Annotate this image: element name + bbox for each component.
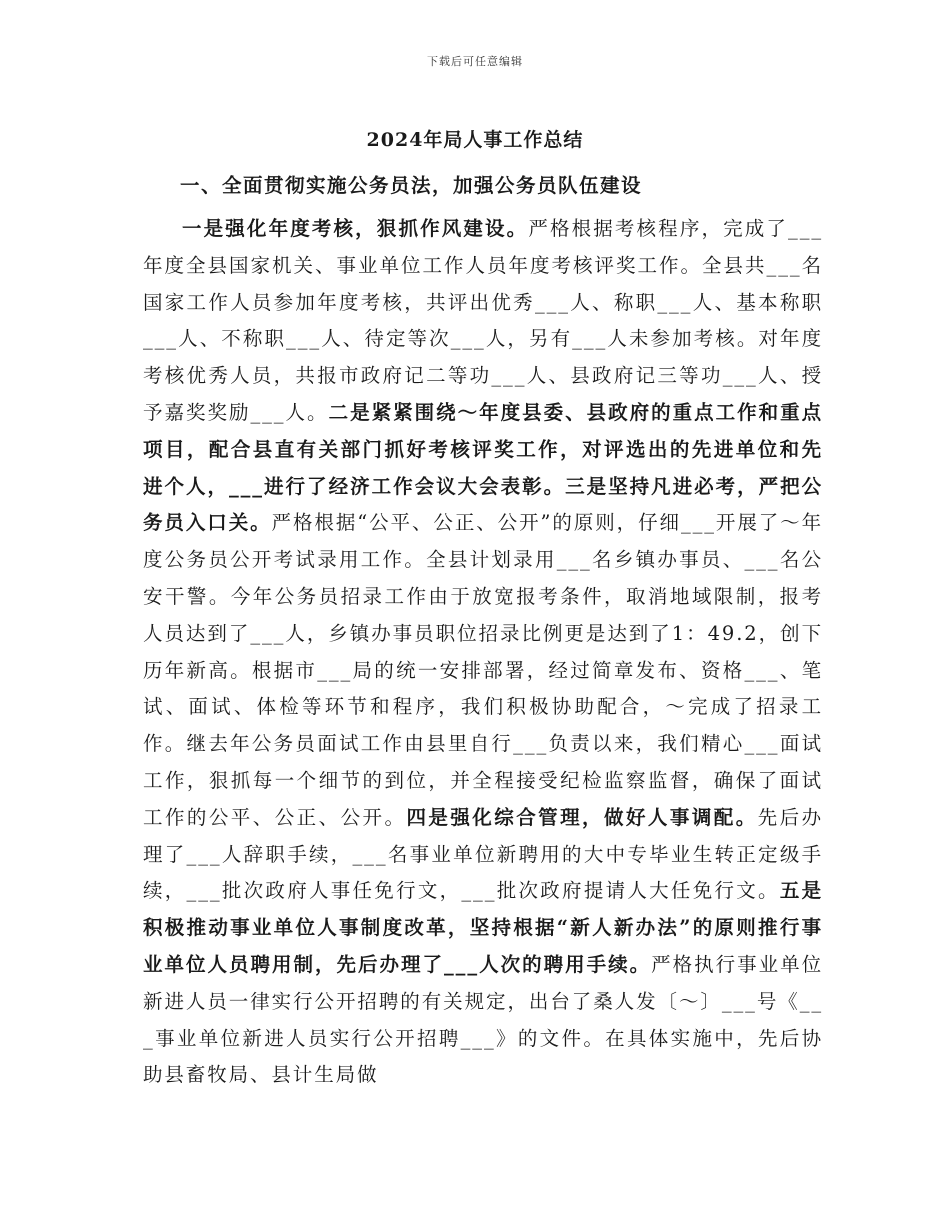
bold-phrase-2: 二是紧紧围绕～年度县委、县政府的重点工作和重点项目，配合县直有关部门抓好考核评奖工作，对评选出的先进单位和先进个人，___进行了经济工作会议大会表彰。三是坚持凡进必考，严把公务员入口关。: [143, 400, 823, 535]
text-run-4: 严格执行事业单位新进人员一律实行公开招聘的有关规定，出台了桑人发〔～〕___号《___事业单位新进人员实行公开招聘___》的文件。在具体实施中，先后协助县畜牧局、县计生局做: [143, 952, 823, 1087]
section-heading: 一、全面贯彻实施公务员法，加强公务员队伍建设: [180, 174, 643, 197]
text-run-3: 先后办理了___人辞职手续，___名事业单位新聘用的大中专毕业生转正定级手续，___批次政府人事任免行文，___批次政府提请人大任免行文。: [143, 805, 823, 903]
document-title: 2024年局人事工作总结: [366, 129, 584, 151]
text-run-1: 严格根据考核程序，完成了___年度全县国家机关、事业单位工作人员年度考核评奖工作。全县共___名国家工作人员参加年度考核，共评出优秀___人、称职___人、基本称职___人、不称职___人、待定等次___人，另有___人未参加考核。对年度考核优秀人员，共报市政府记二等功___人、县政府记三等功___人、授予嘉奖奖励___人。: [143, 217, 823, 424]
bold-phrase-3: 四是强化综合管理，做好人事调配。: [406, 805, 758, 829]
bold-phrase-1: 一是强化年度考核，狠抓作风建设。: [182, 217, 529, 240]
page-header-note: 下载后可任意编辑: [427, 55, 523, 68]
bold-phrase-4: 五是积极推动事业单位人事制度改革，坚持根据“新人新办法”的原则推行事业单位人员聘用制，先后办理了___人次的聘用手续。: [143, 879, 823, 976]
body-paragraph: [143, 211, 823, 1094]
text-run-2: 严格根据“公平、公正、公开”的原则，仔细___开展了～年度公务员公开考试录用工作。全县计划录用___名乡镇办事员、___名公安干警。今年公务员招录工作由于放宽报考条件，取消地域限制，报考人员达到了___人，乡镇办事员职位招录比例更是达到了1：49.2，创下历年新高。根据市___局的统一安排部署，经过简章发布、资格___、笔试、面试、体检等环节和程序，我们积极协助配合，～完成了招录工作。继去年公务员面试工作由县里自行___负责以来，我们精心___面试工作，狠抓每一个细节的到位，并全程接受纪检监察监督，确保了面试工作的公平、公正、公开。: [143, 511, 824, 829]
